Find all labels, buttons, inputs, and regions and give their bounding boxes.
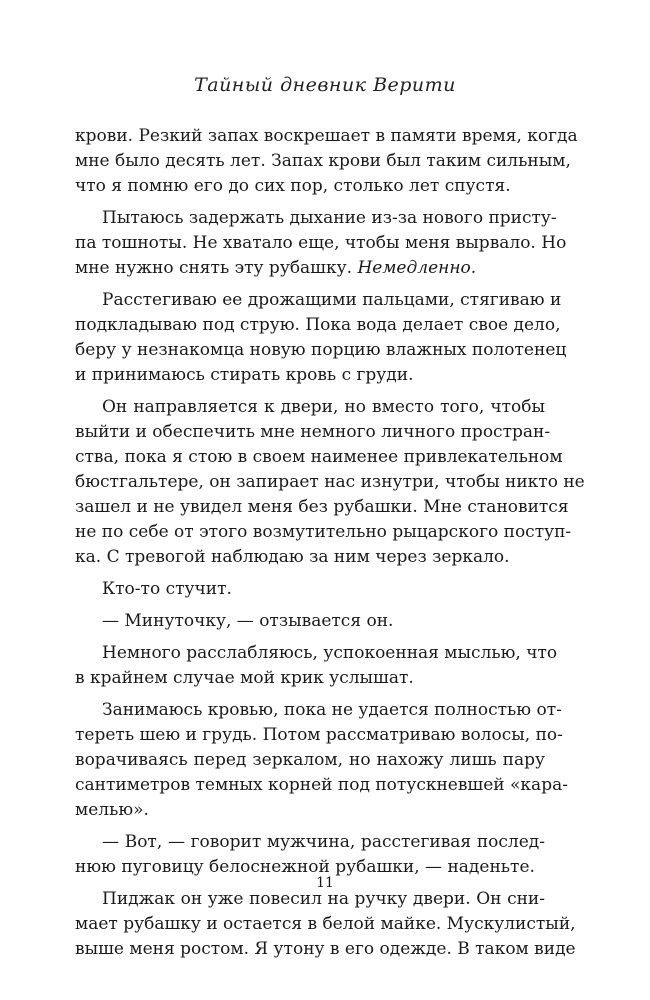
text-line: ства, пока я стою в своем наименее привлекательном xyxy=(75,447,563,467)
text-line: мелью». xyxy=(75,800,149,820)
text-line: ка. С тревогой наблюдаю за ним через зеркало. xyxy=(75,547,510,567)
emphasis: Немедленно. xyxy=(357,258,477,278)
text-line: в крайнем случае мой крик услышат. xyxy=(75,668,414,688)
text-line: мне было десять лет. Запах крови был таким сильным, xyxy=(75,151,571,171)
text-line: Кто-то стучит. xyxy=(102,579,232,599)
running-header: Тайный дневник Верити xyxy=(194,74,456,96)
text-line: Он направляется к двери, но вместо того, чтобы xyxy=(102,397,545,417)
body-text xyxy=(75,124,585,962)
text-line: Занимаюсь кровью, пока не удается полностью от- xyxy=(102,700,562,720)
text-line: бюстгальтере, он запирает нас изнутри, чтобы никто не xyxy=(75,472,585,492)
text-line: беру у незнакомца новую порцию влажных полотенец xyxy=(75,340,567,360)
text-line: выйти и обеспечить мне немного личного простран- xyxy=(75,422,551,442)
text-line: ворачиваясь перед зеркалом, но нахожу лишь пару xyxy=(75,750,545,770)
text-fragment: мне нужно снять эту рубашку. xyxy=(75,258,358,278)
text-line: сантиметров темных корней под потускневшей «кара- xyxy=(75,775,568,795)
text-line: Пытаюсь задержать дыхание из-за нового присту- xyxy=(102,208,557,228)
text-line: Пиджак он уже повесил на ручку двери. Он сни- xyxy=(102,889,545,909)
text-line: па тошноты. Не хватало еще, чтобы меня вырвало. Но xyxy=(75,233,567,253)
text-line: зашел и не увидел меня без рубашки. Мне становится xyxy=(75,497,569,517)
text-line: Расстегиваю ее дрожащими пальцами, стягиваю и xyxy=(102,290,562,310)
text-line: подкладываю под струю. Пока вода делает свое дело, xyxy=(75,315,561,335)
text-line: не по себе от этого возмутительно рыцарского поступ- xyxy=(75,522,572,542)
page-number: 11 xyxy=(316,875,334,891)
text-line: мает рубашку и остается в белой майке. Мускулистый, xyxy=(75,914,576,934)
text-line: — Вот, — говорит мужчина, расстегивая послед- xyxy=(102,832,545,852)
text-line: Немного расслабляюсь, успокоенная мыслью, что xyxy=(102,643,558,663)
text-line: и принимаюсь стирать кровь с груди. xyxy=(75,365,414,385)
text-line: выше меня ростом. Я утону в его одежде. В таком виде xyxy=(75,939,576,959)
text-line: нюю пуговицу белоснежной рубашки, — наденьте. xyxy=(75,857,535,877)
text-line: тереть шею и грудь. Потом рассматриваю волосы, по- xyxy=(75,725,563,745)
text-line: — Минуточку, — отзывается он. xyxy=(102,611,394,631)
text-line-with-emphasis xyxy=(75,256,545,281)
text-line: что я помню его до сих пор, столько лет спустя. xyxy=(75,176,511,196)
text-line: крови. Резкий запах воскрешает в памяти время, когда xyxy=(75,126,578,146)
